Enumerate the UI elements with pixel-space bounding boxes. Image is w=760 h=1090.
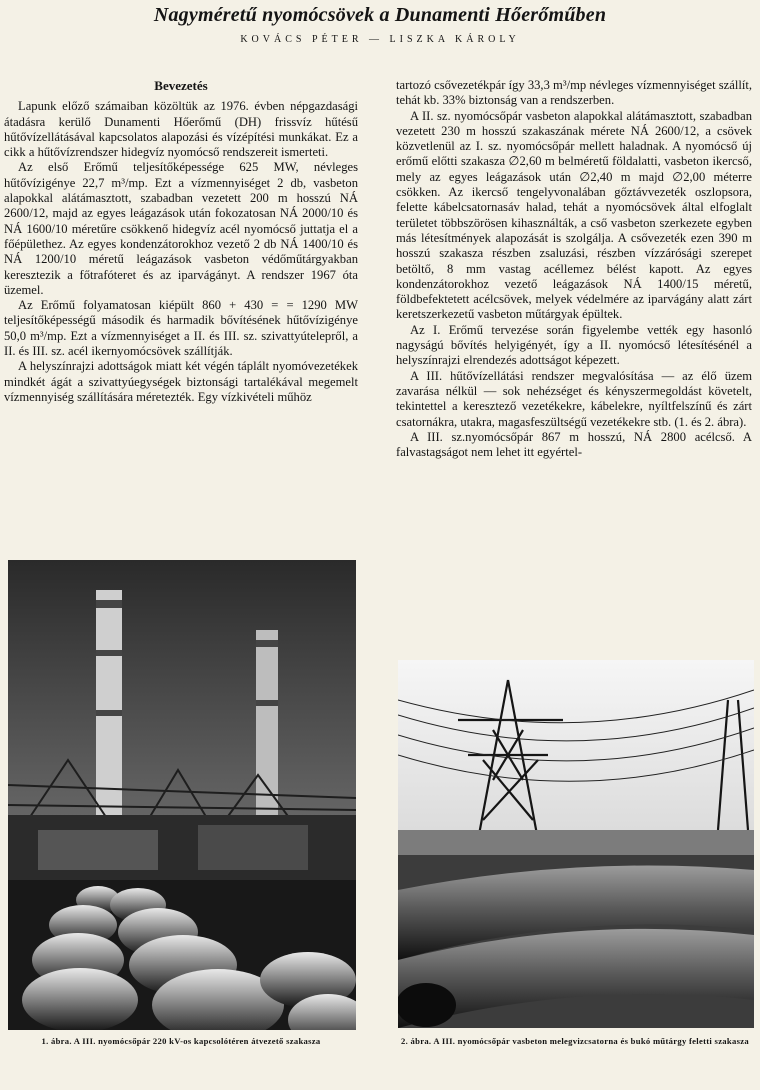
paragraph: Az Erőmű folyamatosan kiépült 860 + 430 = = 1290 MW teljesítőképességű második és harmadik bővítésének hűtővízigénye 50,0 m³/mp. Ezt a vízmennyiséget a II. és III. sz. szivattyútelepről, a II. és III. sz. acél ikernyomócsövek szállítják. bbox=[4, 298, 358, 359]
figure-2-illustration bbox=[398, 660, 754, 1028]
figure-1-photo bbox=[8, 560, 356, 1030]
figure-2-caption: 2. ábra. A III. nyomócsőpár vasbeton melegvizcsatorna és bukó műtárgy feletti szakasza bbox=[401, 1036, 749, 1046]
paragraph: Lapunk előző számaiban közöltük az 1976. évben népgazdasági átadásra kerülő Dunamenti Hőerőmű (DH) frissvíz hűtésű hűtővízellátásával kapcsolatos alapozási és vízépítési munkákat. Ez a cikk a hűtővízrendszer hidegvíz nyomócső rendszereit ismerteti. bbox=[4, 99, 358, 160]
left-column bbox=[4, 78, 358, 405]
paragraph: A helyszínrajzi adottságok miatt két végén táplált nyomóvezetékek mindkét ágát a szivattyúegységek biztonsági tartalékával megemelt vízmennyiség szállítására méretezték. Egy vízkivételi műhöz bbox=[4, 359, 358, 404]
figure-2-photo bbox=[398, 660, 754, 1028]
article-authors: KOVÁCS PÉTER — LISZKA KÁROLY bbox=[240, 34, 520, 45]
right-column bbox=[396, 78, 752, 460]
section-heading: Bevezetés bbox=[154, 78, 208, 93]
paragraph: tartozó csővezetékpár így 33,3 m³/mp névleges vízmennyiséget szállít, tehát kb. 33% biztonság van a rendszerben. bbox=[396, 78, 752, 108]
paragraph: Az első Erőmű teljesítőképessége 625 MW, névleges hűtővízigénye 22,7 m³/mp. Ezt a vízmennyiséget 2 db, vasbeton alapokkal alátámasztott, szabadban vezetett 200 m hosszú NÁ 2600/12, majd az egyes leágazások után fokozatosan NÁ 2000/10 és NÁ 1600/10 méretűre csökkenő hidegvíz acél nyomócső juttatja el a főépülethez. Az egyes kondenzátorokhoz vezető 2 db NÁ 1400/10 és NÁ 1200/10 méretű leágazások vasbeton védőműtárgyakban keresztezik a főtrafóteret és az iparvágányt. A rendszer 1967 óta üzemel. bbox=[4, 160, 358, 297]
paragraph: A II. sz. nyomócsőpár vasbeton alapokkal alátámasztott, szabadban vezetett 230 m hosszú szakaszának mérete NÁ 2600/12, a csövek közvetlenül az I. sz. nyomócsőpár mellett haladnak. A nyomócső új erőmű előtti szakasza ∅2,60 m belméretű földalatti, vasbeton ikercső, mely az egyes leágazások után ∅2,40 m majd ∅2,00 méterre csökken. Az ikercső tengelyvonalában gőztávvezeték oszlopsora, felette kábelcsatornasáv halad, tehát a nyomócsövek által elfoglalt területet többszörösen kihasználták, a cső vasbeton szerkezete egyben más létesítmények alapozását is szolgálja. A csővezeték ezen 390 m hosszú szakasza részben zsaluzási, részben vízzárósági szerepet betöltő, 8 mm vastag acéllemez bélést kapott. Az egyes kondenzátorokhoz vezető leágazások NÁ 1400/15 méretű, földbefektetett acélcsövek, melyek védelmére az iparvágány alatt zárt keretszerkezetű vasbeton műtárgyak épültek. bbox=[396, 108, 752, 322]
paragraph: Az I. Erőmű tervezése során figyelembe vették egy hasonló nagyságú bővítés helyigényét, így a II. nyomócső létesítésénél a helyszínrajzi elrendezés adottságot képezett. bbox=[396, 322, 752, 368]
paragraph: A III. hűtővízellátási rendszer megvalósítása — az élő üzem zavarása nélkül — sok nehézséget és kényszermegoldást követelt, tekintettel a keresztező vezetékekre, kábelekre, nyíltfelszínű és zárt csatornákra, utakra, magasfeszültségű vezetékekre stb. (1. és 2. ábra). bbox=[396, 368, 752, 429]
paragraph: A III. sz.nyomócsőpár 867 m hosszú, NÁ 2800 acélcső. A falvastagságot nem lehet itt egyértel- bbox=[396, 429, 752, 460]
article-title: Nagyméretű nyomócsövek a Dunamenti Hőerőműben bbox=[153, 4, 607, 26]
figure-1-illustration bbox=[8, 560, 356, 1030]
figure-1-caption: 1. ábra. A III. nyomócsőpár 220 kV-os kapcsolótéren átvezető szakasza bbox=[41, 1036, 321, 1046]
